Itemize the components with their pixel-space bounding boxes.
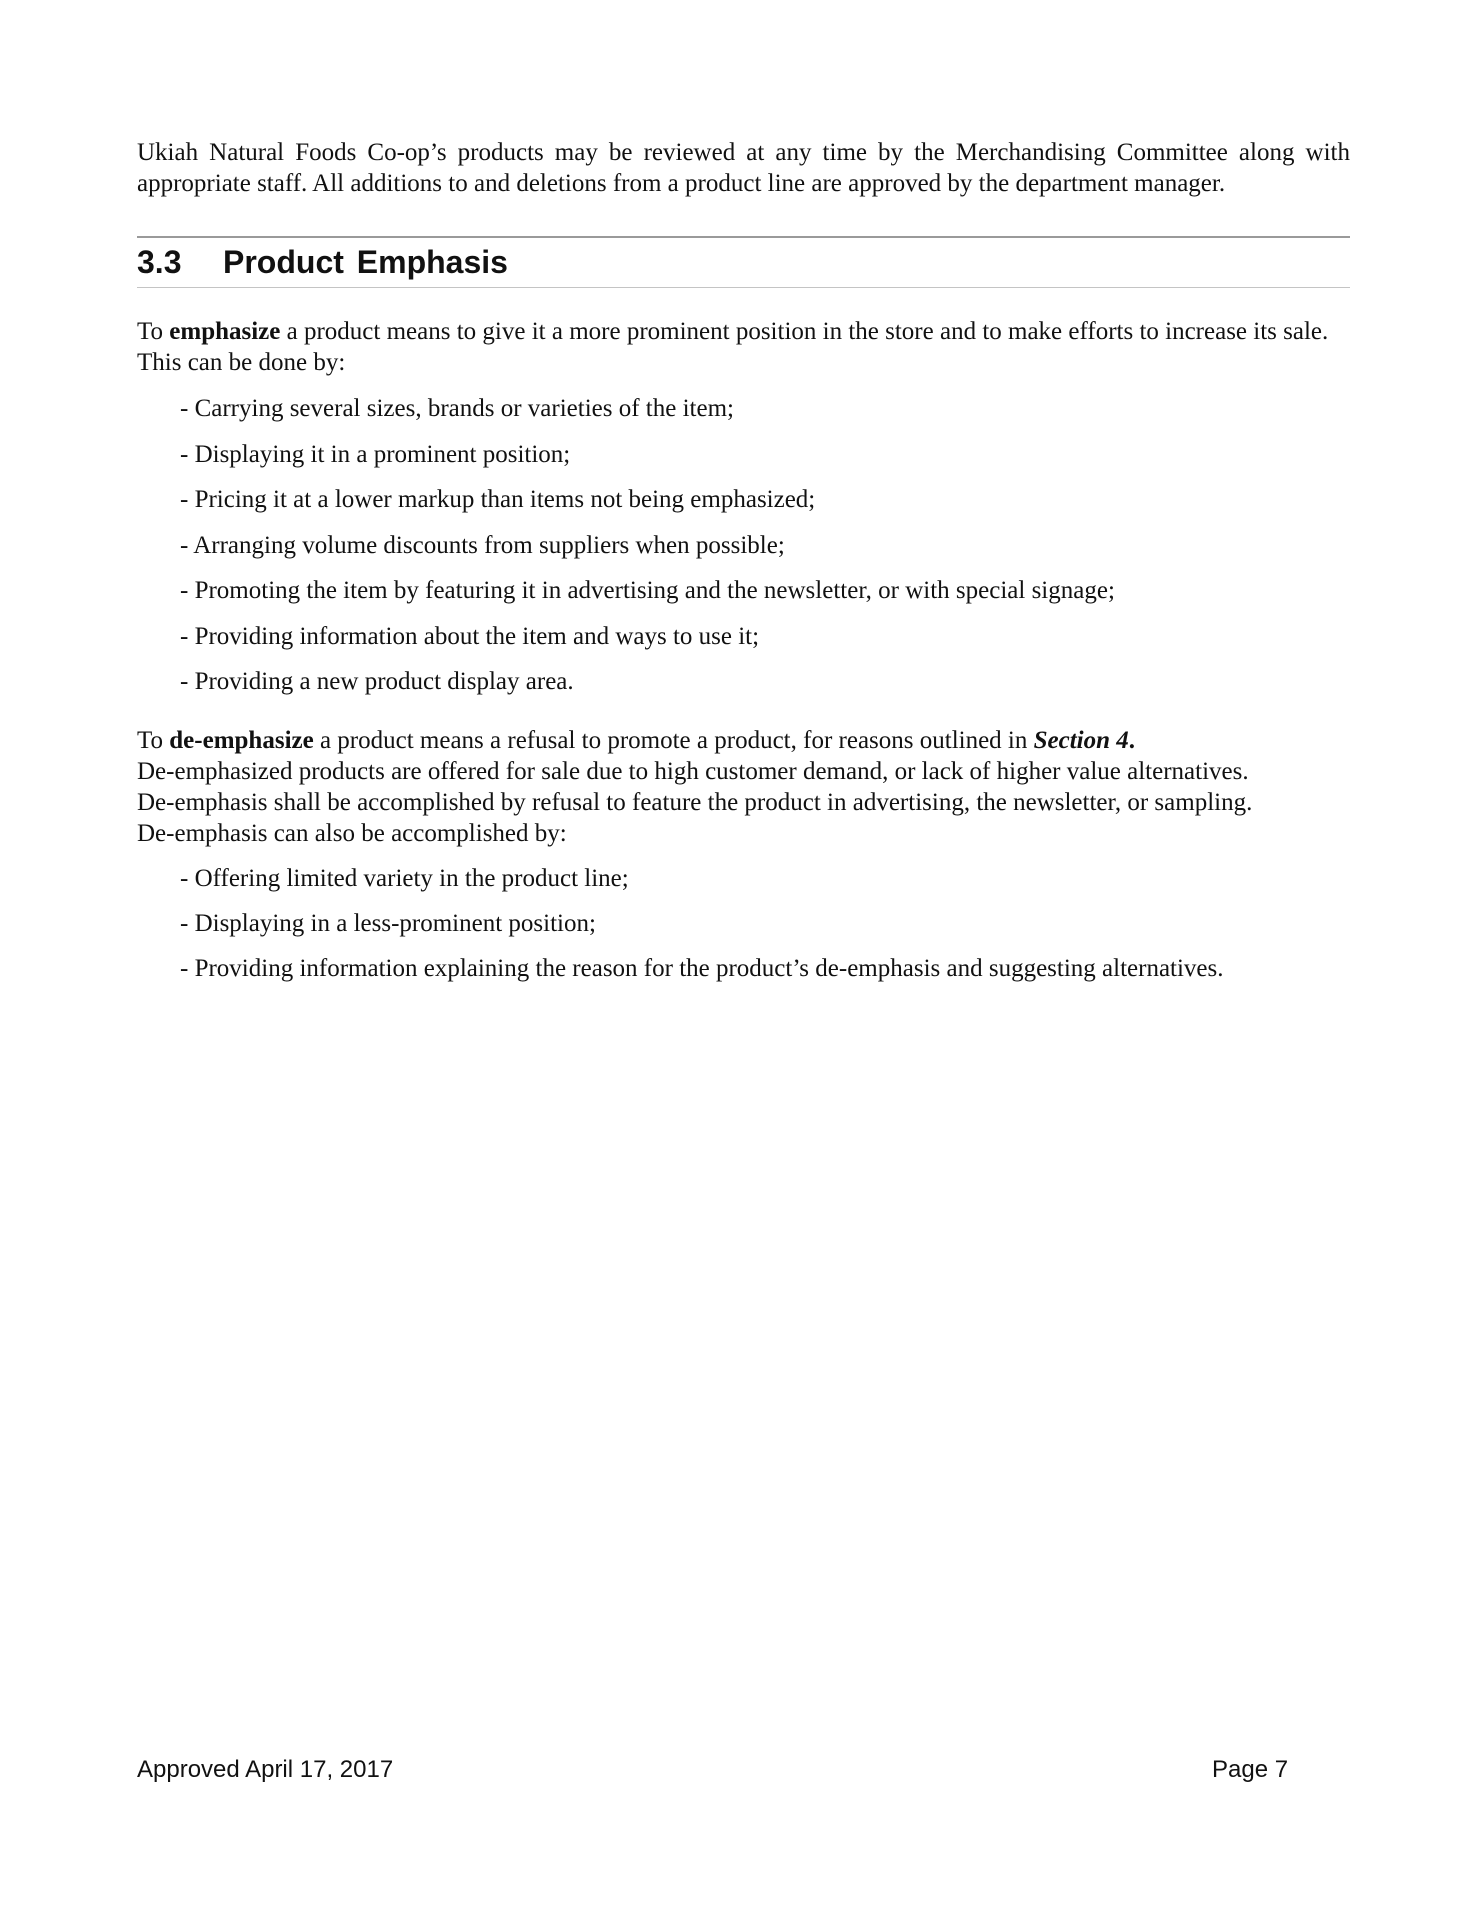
emphasize-list	[137, 393, 1350, 697]
list-item: - Providing a new product display area.	[180, 668, 574, 695]
section-number: 3.3	[137, 244, 182, 280]
list-item: - Offering limited variety in the product line;	[180, 865, 629, 892]
footer-approval-date: Approved April 17, 2017	[137, 1756, 394, 1783]
section-heading-block	[137, 236, 1350, 288]
list-item: - Displaying in a less-prominent position;	[180, 910, 596, 937]
deemphasize-line-4: De-emphasis can also be accomplished by:	[137, 820, 567, 847]
page-content	[137, 137, 1350, 984]
section-heading	[137, 243, 1350, 281]
emphasize-definition: a product means to give it a more prominent position in the store and to make efforts to increase its sale. This can be done by:	[137, 318, 1329, 376]
list-item: - Pricing it at a lower markup than items not being emphasized;	[180, 486, 816, 513]
deemphasize-lead: To	[137, 727, 170, 754]
section-title: Product Emphasis	[223, 244, 508, 280]
list-item: - Promoting the item by featuring it in advertising and the newsletter, or with special signage;	[180, 577, 1115, 604]
section-reference-link: Section 4	[1033, 727, 1129, 754]
list-item: - Providing information about the item and ways to use it;	[180, 622, 760, 650]
deemphasize-term: de-emphasize	[169, 727, 314, 754]
emphasize-term: emphasize	[169, 318, 281, 345]
deemphasize-definition: a product means a refusal to promote a product, for reasons outlined in	[313, 727, 1034, 754]
deemphasize-paragraph	[137, 725, 1350, 849]
emphasize-paragraph	[137, 316, 1350, 378]
footer-page-number: Page 7	[1212, 1756, 1289, 1783]
list-item: - Providing information explaining the reason for the product’s de-emphasis and suggesting alternatives.	[180, 955, 1224, 982]
list-item: - Carrying several sizes, brands or varieties of the item;	[180, 395, 734, 422]
emphasize-lead: To	[137, 318, 170, 345]
deemphasize-line-3: De-emphasis shall be accomplished by refusal to feature the product in advertising, the newsletter, or sampling.	[137, 789, 1253, 816]
intro-paragraph: Ukiah Natural Foods Co-op’s products may be reviewed at any time by the Merchandising Committee along with appropriate staff. All additions to and deletions from a product line are approved by the department manager.	[137, 139, 1350, 197]
section-reference-period: .	[1128, 727, 1136, 754]
deemphasize-list	[137, 863, 1350, 984]
deemphasize-line-2: De-emphasized products are offered for sale due to high customer demand, or lack of higher value alternatives.	[137, 758, 1249, 785]
list-item: - Arranging volume discounts from suppliers when possible;	[180, 531, 785, 559]
list-item: - Displaying it in a prominent position;	[180, 440, 571, 468]
